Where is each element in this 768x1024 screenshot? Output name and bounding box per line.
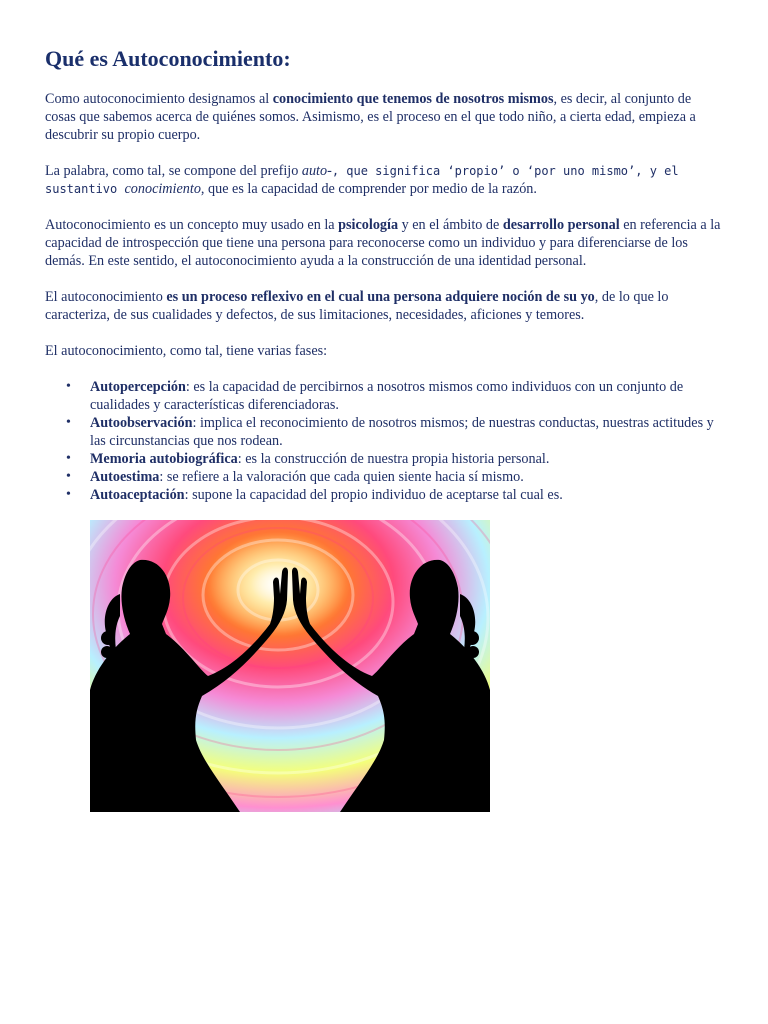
phase-term: Memoria autobiográfica xyxy=(90,451,238,467)
phase-term: Autoobservación xyxy=(90,415,193,431)
list-item xyxy=(66,486,725,504)
page-title: Qué es Autoconocimiento: xyxy=(45,46,291,71)
bold-text: psicología xyxy=(338,217,399,233)
paragraph-phases-intro: El autoconocimiento, como tal, tiene varias fases: xyxy=(45,343,328,359)
list-item xyxy=(66,450,725,468)
phase-term: Autoaceptación xyxy=(90,487,185,503)
italic-text: conocimiento xyxy=(124,181,201,197)
list-item xyxy=(66,378,725,414)
paragraph-definition xyxy=(45,90,725,144)
text: , es decir, al conjunto de cosas que sabemos acerca de quiénes somos. Asimismo, es el proceso en el que todo niño, a cierta edad, empieza a descubrir su propio cuerpo. xyxy=(45,91,696,143)
bullet: • xyxy=(66,415,71,430)
text: , de lo que lo caracteriza, de sus cualidades y defectos, de sus limitaciones, necesidades, aficiones y temores. xyxy=(45,289,669,323)
bold-text: es un proceso reflexivo en el cual una persona adquiere noción de su yo xyxy=(166,289,595,305)
bold-text: conocimiento que tenemos de nosotros mismos xyxy=(272,91,554,107)
text: , que significa ‘propio’ o ‘por uno mismo’, y el sustantivo xyxy=(45,164,679,196)
phase-description: : implica el reconocimiento de nosotros mismos; de nuestras conductas, nuestras actitudes y las circunstancias que nos rodean. xyxy=(90,415,714,449)
text: La palabra, como tal, se compone del prefijo xyxy=(45,163,302,179)
bullet: • xyxy=(66,487,71,502)
phase-description: : es la construcción de nuestra propia historia personal. xyxy=(237,451,550,467)
list-item xyxy=(66,414,725,450)
paragraph-etymology xyxy=(45,162,725,198)
text: , que es la capacidad de comprender por medio de la razón. xyxy=(200,181,537,197)
text: y en el ámbito de xyxy=(398,217,503,233)
bullet: • xyxy=(66,469,71,484)
text: El autoconocimiento xyxy=(45,289,167,305)
paragraph-psychology xyxy=(45,216,725,270)
bold-text: desarrollo personal xyxy=(502,217,620,233)
paragraph-process xyxy=(45,288,725,324)
article-body xyxy=(45,90,725,504)
text: en referencia a la capacidad de introspección que tiene una persona para reconocerse como un individuo y para diferenciarse de los demás. En este sentido, el autoconocimiento ayuda a la construcción de una identidad personal. xyxy=(45,217,721,269)
phase-term: Autopercepción xyxy=(90,379,186,395)
text: Como autoconocimiento designamos al xyxy=(45,91,273,107)
phase-term: Autoestima xyxy=(90,469,160,485)
illustration-svg xyxy=(90,520,490,812)
illustration-two-silhouettes xyxy=(90,520,490,812)
phase-description: : supone la capacidad del propio individuo de aceptarse tal cual es. xyxy=(184,487,563,503)
phase-description: : es la capacidad de percibirnos a nosotros mismos como individuos con un conjunto de cualidades y características diferenciadoras. xyxy=(90,379,684,413)
text: Autoconocimiento es un concepto muy usado en la xyxy=(45,217,339,233)
bullet: • xyxy=(66,451,71,466)
phase-description: : se refiere a la valoración que cada quien siente hacia sí mismo. xyxy=(159,469,524,485)
bullet: • xyxy=(66,379,71,394)
italic-text: auto- xyxy=(301,163,332,179)
list-item xyxy=(66,468,725,486)
phases-list xyxy=(45,378,725,504)
